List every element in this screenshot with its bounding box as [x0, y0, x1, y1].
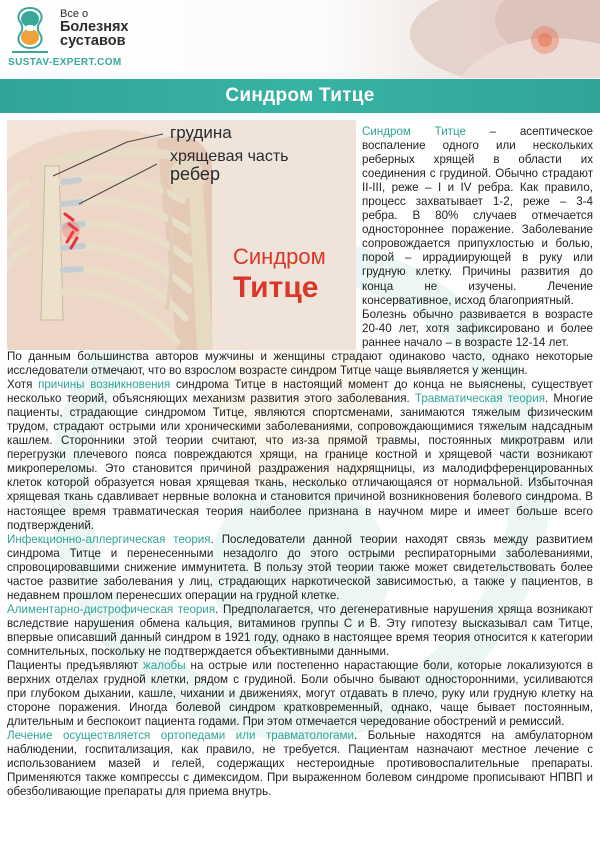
rib-cage-illustration: [7, 120, 356, 350]
intro-column: [362, 125, 593, 350]
infection-theory-link[interactable]: Инфекционно-аллергическая теория: [7, 532, 211, 546]
causes-paragraph: [7, 378, 593, 533]
label-cartilage-line-2: ребер: [170, 164, 220, 184]
treatment-paragraph: [7, 729, 593, 799]
treatment-link[interactable]: Лечение осуществляется ортопедами или травматологами: [7, 729, 354, 743]
logo-name: Болезнях суставов: [60, 19, 129, 49]
page-title: Синдром Титце: [225, 85, 375, 106]
complaints-link[interactable]: жалобы: [143, 659, 186, 673]
causes-link[interactable]: причины возникновения: [38, 378, 171, 392]
infection-paragraph: [7, 533, 593, 603]
intro-term-link[interactable]: Синдром Титце: [362, 125, 466, 138]
complaints-pre: Пациенты предъявляют: [7, 659, 144, 673]
intro-text: – асептическое воспаление одного или нескольких реберных хрящей в области их соединения с грудиной. Обычно страдают II-III, реже – I и IV ребра. Как правило, процесс захватывает 1-2, реже – 3-4 ребра. В 80% случаев отмечается одностороннее поражение. Заболевание сопровождается припухлостью и болью, порой – иррадиирующей в руку или грудную клетку. Причины развития до конца не изучены. Лечение консервативное, исход благоприятный.: [362, 125, 593, 307]
trauma-theory-text: . Многие пациенты, страдающие синдромом Титце, являются спортсменами, занимаются тяжелым физическим трудом, страдают острыми или хроническими заболеваниями, сопровождающимися тяжелым надсадным кашлем. Сторонники этой теории считают, что из-за прямой травмы, постоянных микротравм или перегрузки плечевого пояса повреждаются хрящи, на границе костной и хрящевой части возникают микропереломы. Это становится причиной раздражения надхрящницы, из малодифференцированных клеток которой образуется новая хрящевая ткань, несколько отличающаяся от нормальной. Избыточная хрящевая ткань сдавливает нервные волокна и становится причиной возникновения болевого синдрома. В настоящее время травматическая теория наиболее признана в научном мире и имеет больше всего подтверждений.: [7, 392, 593, 532]
logo-tagline: Все о: [60, 8, 89, 20]
label-cartilage-line-1: хрящевая часть: [170, 148, 289, 165]
nutrition-theory-link[interactable]: Алиментарно-дистрофическая теория: [7, 602, 216, 616]
header-joint-photo: [340, 0, 600, 78]
causes-mid: синдрома Титце в настоящий момент до конца не выяснены, существует несколько теорий, объясняющих механизм развития этого заболевания.: [7, 378, 593, 406]
label-syndrome-line-1: Синдром: [233, 244, 326, 269]
causes-pre: Хотя: [7, 378, 39, 392]
intro-age-paragraph: Болезнь обычно развивается в возрасте 20-40 лет, хотя зафиксировано и более раннее начало – в возрасте 12-14 лет.: [362, 307, 593, 349]
trauma-theory-link[interactable]: Травматическая теория: [414, 392, 545, 406]
nutrition-theory-text: . Предполагается, что дегенеративные нарушения хряща возникают вследствие нарушения обмена кальция, витаминов группы С и В. Эту гипотезу высказывал сам Титце, впервые описавший данный синдром в 1921 году, однако в настоящее время теория относится к категории сомнительных, поскольку не подтверждается объективными данными.: [7, 602, 594, 658]
intro-paragraph: [362, 125, 593, 308]
header: [0, 0, 600, 78]
gender-paragraph: По данным большинства авторов мужчины и женщины страдают одинаково часто, однако некоторые исследователи отмечают, что во взрослом возрасте синдром Титце чаще выявляется у женщин.: [7, 350, 593, 378]
site-url-link[interactable]: SUSTAV-EXPERT.COM: [8, 57, 122, 68]
joint-logo-icon: [6, 6, 54, 58]
nutrition-paragraph: [7, 603, 593, 659]
complaints-paragraph: [7, 659, 593, 729]
treatment-text: . Больные находятся на амбулаторном наблюдении, госпитализация, как правило, не требуется. Пациентам назначают местное лечение с использованием мазей и гелей, содержащих нестероидные противовоспалительные препараты. Применяются также компрессы с димексидом. При выраженном болевом синдроме прописывают НПВП и обезболивающие препараты для приема внутрь.: [7, 729, 593, 799]
label-syndrome-line-2: Титце: [233, 271, 319, 304]
title-bar: [0, 79, 600, 113]
complaints-text: на острые или постепенно нарастающие боли, которые локализуются в верхних отделах грудной клетки, рядом с грудиной. Боли обычно бывают односторонними, усиливаются при глубоком дыхании, кашле, чихании и движениях, могут отдавать в плечо, руку или грудную клетку на стороне поражения. Иногда болевой синдром кратковременный, однако, чаще бывает постоянным, длительным и беспокоит пациента годами. При этом отмечается чередование обострений и ремиссий.: [7, 659, 593, 729]
article-body: [7, 350, 593, 800]
label-sternum: грудина: [170, 123, 232, 142]
infection-theory-text: . Последователи данной теории находят связь между развитием синдрома Титце и перенесенными незадолго до этого острыми респираторными заболеваниями, спровоцировавшими снижение иммунитета. В пользу этой теории также может свидетельствовать более частое развитие заболевания у лиц, страдающих наркотической зависимостью, а также у пациентов, в недавнем прошлом перенесших операции на грудной клетке.: [7, 532, 593, 602]
